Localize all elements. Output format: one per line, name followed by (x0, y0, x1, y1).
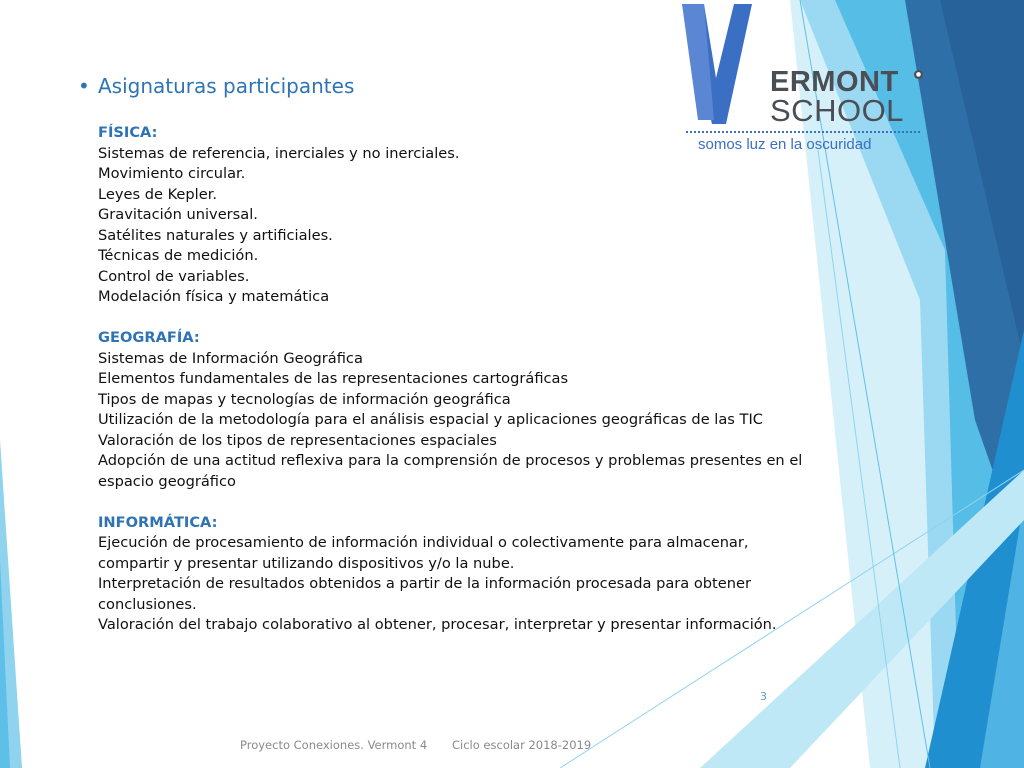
list-item: Valoración del trabajo colaborativo al obtener, procesar, interpretar y presentar información. (98, 616, 777, 633)
list-item: Gravitación universal. (98, 206, 258, 223)
section-title: GEOGRAFÍA: (98, 329, 200, 346)
bullet-heading (78, 74, 354, 98)
subject-list (98, 123, 858, 636)
list-item: Utilización de la metodología para el análisis espacial y aplicaciones geográficas de las TIC (98, 411, 763, 428)
list-item: Sistemas de Información Geográfica (98, 349, 363, 367)
logo-tagline: somos luz en la oscuridad (698, 136, 872, 153)
list-item: Técnicas de medición. (98, 247, 259, 264)
list-item: Valoración de los tipos de representaciones espaciales (98, 431, 497, 449)
section-title: FÍSICA: (98, 124, 158, 141)
bullet-marker: • (78, 74, 90, 98)
list-item: Tipos de mapas y tecnologías de información geográfica (98, 390, 511, 408)
list-item: Leyes de Kepler. (98, 185, 218, 203)
list-item: Elementos fundamentales de las representaciones cartográficas (98, 370, 569, 387)
footer-project: Proyecto Conexiones. Vermont 4 (240, 738, 428, 752)
logo-v-mark-icon (678, 0, 768, 130)
section-gap (98, 308, 858, 329)
registered-mark-icon: ● (915, 71, 922, 78)
list-item: Movimiento circular. (98, 165, 246, 182)
list-item: Satélites naturales y artificiales. (98, 226, 333, 244)
logo-ermont-text: ERMONT (770, 66, 899, 98)
page-number: 3 (760, 690, 767, 703)
heading-text: Asignaturas participantes (98, 74, 355, 98)
logo-school-text: SCHOOL (770, 93, 904, 128)
section-fisica (98, 123, 858, 308)
list-item: conclusiones. (98, 595, 197, 613)
list-item: compartir y presentar utilizando dispositivos y/o la nube. (98, 554, 515, 572)
section-gap (98, 492, 858, 513)
list-item: Interpretación de resultados obtenidos a partir de la información procesada para obtener (98, 575, 751, 592)
list-item: espacio geográfico (98, 472, 236, 490)
list-item: Adopción de una actitud reflexiva para la comprensión de procesos y problemas presentes en el (98, 452, 803, 469)
list-item: Control de variables. (98, 267, 250, 285)
section-geografia (98, 328, 858, 492)
list-item: Modelación física y matemática (98, 288, 330, 305)
footer-school-year: Ciclo escolar 2018-2019 (452, 738, 592, 752)
list-item: Sistemas de referencia, inerciales y no inerciales. (98, 144, 460, 162)
list-item: Ejecución de procesamiento de información individual o colectivamente para almacenar, (98, 534, 749, 551)
section-title: INFORMÁTICA: (98, 513, 218, 531)
section-informatica (98, 513, 858, 636)
